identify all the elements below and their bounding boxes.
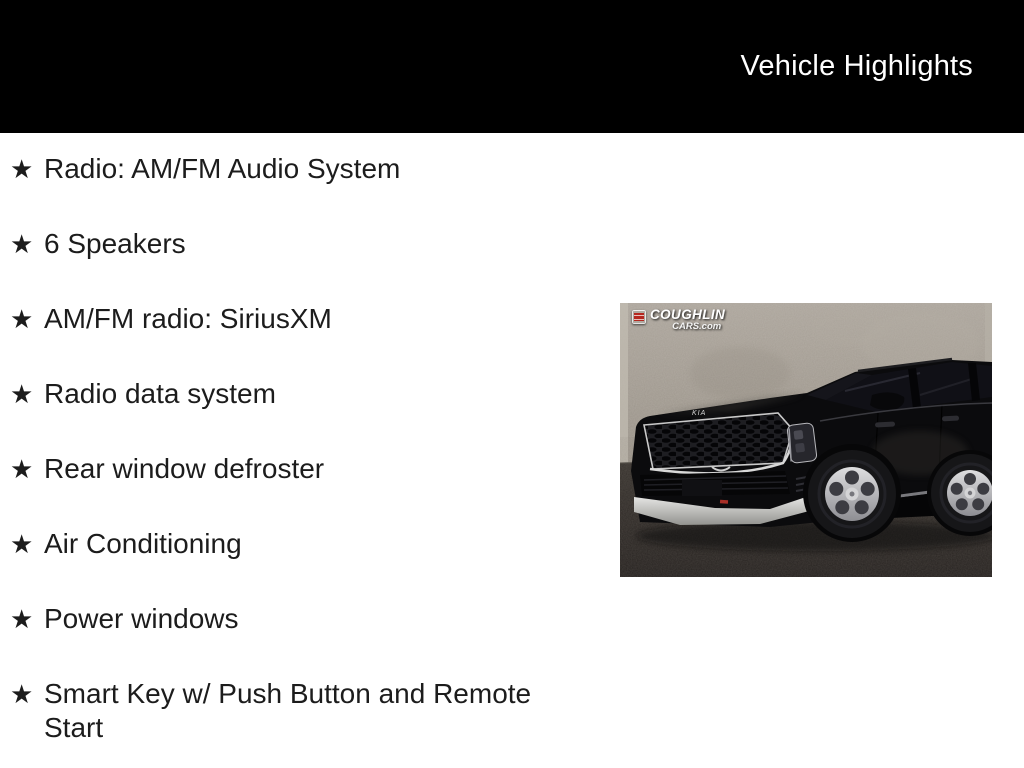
star-bullet-icon: ★	[10, 454, 34, 484]
dealer-name: COUGHLIN	[650, 307, 726, 322]
dealer-domain: CARS.com	[672, 321, 722, 332]
feature-text: Smart Key w/ Push Button and Remote Start	[44, 678, 532, 743]
car-headlight	[787, 423, 817, 464]
car-illustration	[620, 303, 992, 577]
feature-text: Radio: AM/FM Audio System	[44, 153, 401, 184]
feature-text: Air Conditioning	[44, 528, 242, 559]
page-title: Vehicle Highlights	[740, 50, 973, 82]
car-shadow	[636, 521, 992, 551]
list-item	[10, 152, 570, 186]
star-bullet-icon: ★	[10, 379, 34, 409]
feature-text: Radio data system	[44, 378, 276, 409]
front-wheel	[803, 444, 901, 542]
star-bullet-icon: ★	[10, 154, 34, 184]
dealer-logo-icon	[632, 310, 646, 324]
star-bullet-icon: ★	[10, 679, 34, 709]
star-bullet-icon: ★	[10, 529, 34, 559]
kia-badge: KIA	[692, 410, 707, 417]
list-item	[10, 227, 570, 261]
star-bullet-icon: ★	[10, 229, 34, 259]
slide-header	[0, 0, 1024, 133]
feature-text: Rear window defroster	[44, 453, 325, 484]
dealer-watermark	[632, 308, 725, 332]
feature-text: AM/FM radio: SiriusXM	[44, 303, 332, 334]
list-item	[10, 602, 570, 636]
list-item	[10, 452, 570, 486]
feature-list	[10, 152, 570, 745]
star-bullet-icon: ★	[10, 304, 34, 334]
feature-text: Power windows	[44, 603, 239, 634]
list-item	[10, 302, 570, 336]
feature-text: 6 Speakers	[44, 228, 186, 259]
list-item	[10, 377, 570, 411]
vehicle-photo	[620, 303, 992, 577]
list-item	[10, 527, 570, 561]
list-item	[10, 677, 570, 745]
star-bullet-icon: ★	[10, 604, 34, 634]
